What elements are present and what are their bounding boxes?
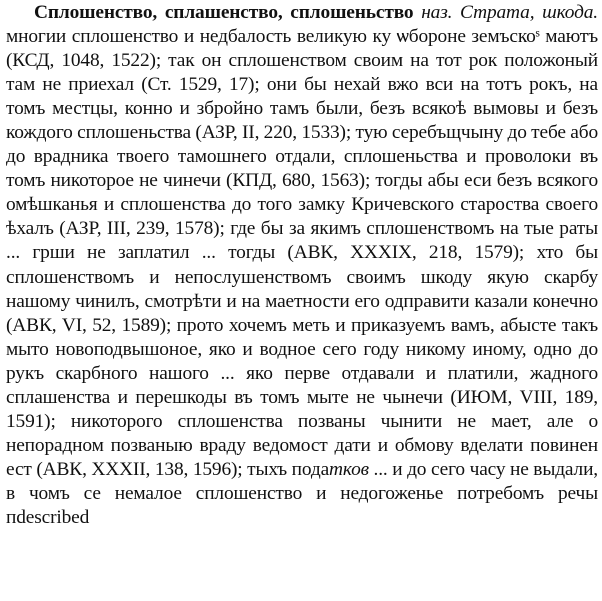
entry-citations-italic: тков — [329, 458, 369, 480]
dictionary-entry — [6, 1, 598, 530]
entry-headword: Сплошенство, сплашенство, сплошеньство — [34, 2, 414, 23]
entry-gloss: наз. Страта, шкода. — [421, 2, 598, 23]
entry-citations-part2: ... и до сего часу не выдали, в чомъ се немалое сплошенство и недогоженье потребомъ речы пdescribed — [6, 458, 598, 528]
entry-citations-part1: многии сплошенство и недбалость великую ку ѡбороне земъскоˢ маютъ (КСД, 1048, 1522); так он сплошенством своим на тот рок положоный там не приехал (Ст. 1529, 17); они бы нехай вжо вси на тотъ рокъ, на томъ местцы, конно и збройно тамъ были, безъ всякоѣ вымовы и безъ кождого сплошеньства (АЗР, II, 220, 1533); тую серебъщчыну до тебе або до вpадника твоего тамошнего отдали, сплошеньства и проволоки въ томъ никоторое не чинечи (КПД, 680, 1563); тогды абы еси безъ всякого омѣшканья и сплошенства до того замку Кричевского староства своего ѣхалъ (АЗР, III, 239, 1578); где бы за якимъ сплошенствомъ на тые раты ... грши не заплатил ... тогды (АВК, XXXIX, 218, 1579); хто бы сплошенствомъ и непослушенствомъ своимъ шкоду якую скарбу нашому чинилъ, смотрѣти и на маетности его одправити казали конечно (АВК, VI, 52, 1589); прото хочемъ меть и приказуемъ вамъ, абысте такъ мыто новоподвышоное, яко и водное сего году никому иному, одно до рукъ скарбного нашого ... яко перве отдавали и платили, жадного сплашенства и перешкоды въ томъ мыте не чынечи (ИЮМ, VIII, 189, 1591); никоторого сплошенства позваны чынити не мает, але о непорадном позваныю враду ведомост дати и обмову вделати повинен ест (АВК, XXXII, 138, 1596); тыхъ пода — [6, 26, 598, 480]
